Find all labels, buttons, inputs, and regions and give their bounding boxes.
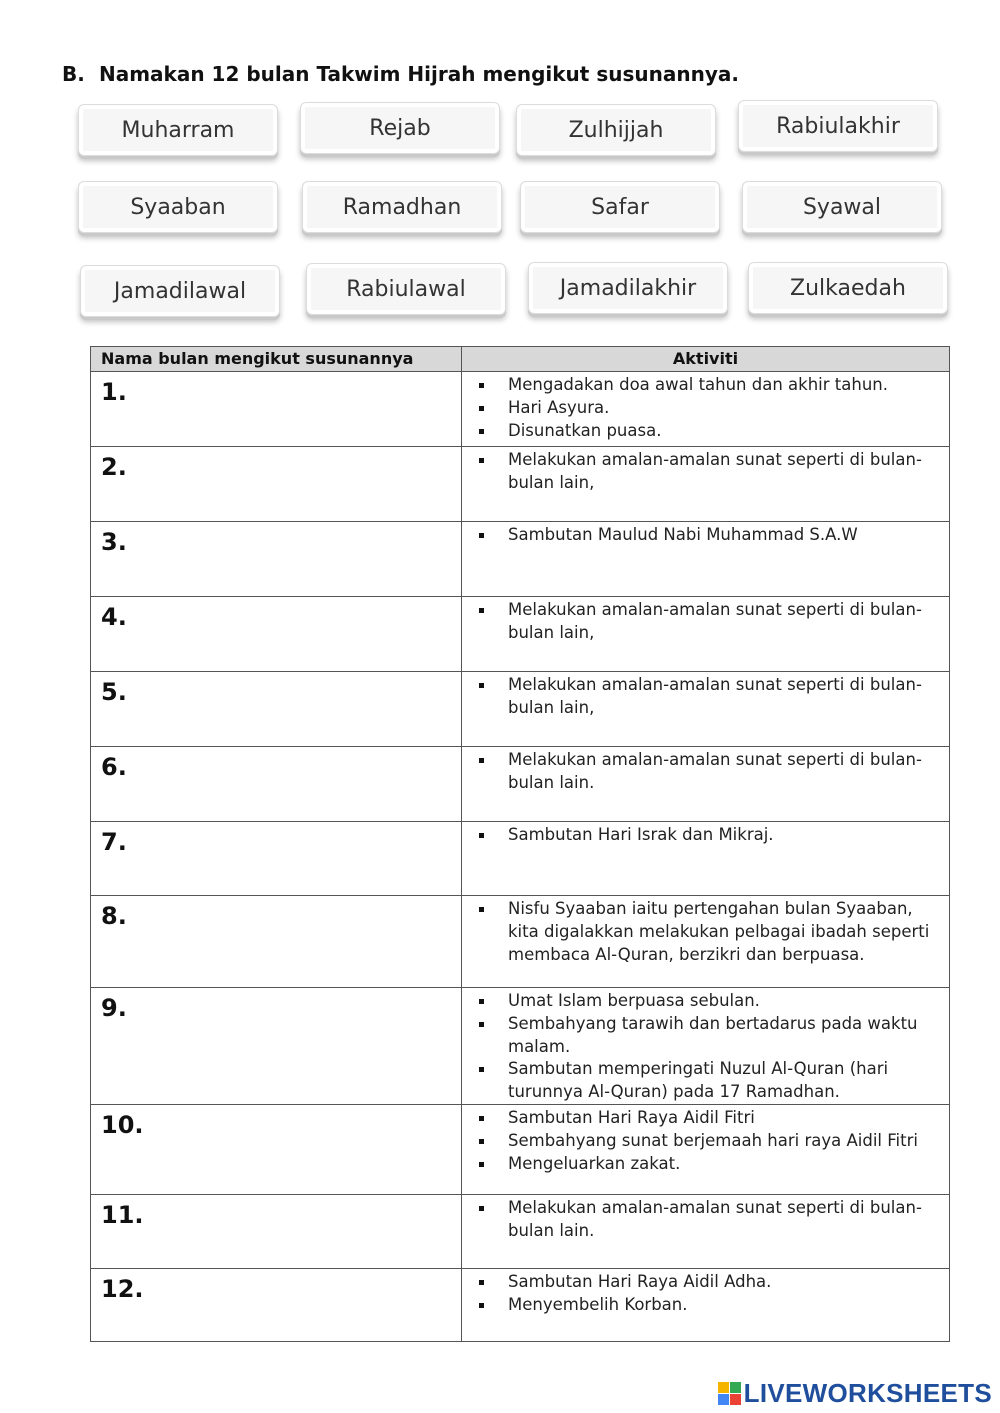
word-chip[interactable]: Rejab <box>300 102 500 154</box>
question-label: B. <box>62 62 85 86</box>
liveworksheets-logo-icon <box>718 1382 741 1405</box>
logo-square <box>730 1382 741 1393</box>
activity-cell <box>462 1104 950 1194</box>
month-answer-cell[interactable] <box>91 672 462 747</box>
word-chip[interactable]: Jamadilakhir <box>528 262 728 314</box>
activity-item: Melakukan amalan-amalan sunat seperti di bulan-bulan lain, <box>508 674 941 720</box>
activity-item: Mengadakan doa awal tahun dan akhir tahun. <box>508 374 941 397</box>
activity-cell <box>462 672 950 747</box>
question-heading <box>62 62 739 86</box>
table-row <box>91 896 950 988</box>
activity-list <box>462 447 949 495</box>
logo-square <box>718 1382 729 1393</box>
row-number: 6. <box>101 753 127 781</box>
question-text: Namakan 12 bulan Takwim Hijrah mengikut susunannya. <box>98 62 739 86</box>
month-answer-cell[interactable] <box>91 988 462 1105</box>
activity-item: Sambutan Hari Raya Aidil Fitri <box>508 1107 941 1130</box>
activity-cell <box>462 522 950 597</box>
activity-item: Disunatkan puasa. <box>508 420 941 443</box>
activity-list <box>462 522 949 547</box>
word-chip[interactable]: Muharram <box>78 104 278 156</box>
activity-item: Hari Asyura. <box>508 397 941 420</box>
month-answer-cell[interactable] <box>91 597 462 672</box>
activity-cell <box>462 372 950 447</box>
month-answer-cell[interactable] <box>91 1194 462 1268</box>
logo-square <box>730 1394 741 1405</box>
activity-item: Menyembelih Korban. <box>508 1294 941 1317</box>
activity-item: Sambutan Hari Raya Aidil Adha. <box>508 1271 941 1294</box>
month-answer-cell[interactable] <box>91 372 462 447</box>
activity-list <box>462 1105 949 1175</box>
row-number: 3. <box>101 528 127 556</box>
month-answer-cell[interactable] <box>91 822 462 896</box>
table-row <box>91 372 950 447</box>
row-number: 4. <box>101 603 127 631</box>
table-row <box>91 597 950 672</box>
table-row <box>91 747 950 822</box>
month-answer-cell[interactable] <box>91 896 462 988</box>
table-row <box>91 447 950 522</box>
word-chip[interactable]: Ramadhan <box>302 181 502 233</box>
activity-item: Melakukan amalan-amalan sunat seperti di bulan-bulan lain, <box>508 599 941 645</box>
activity-list <box>462 672 949 720</box>
word-chip[interactable]: Zulkaedah <box>748 262 948 314</box>
activity-list <box>462 988 949 1104</box>
activity-item: Sambutan memperingati Nuzul Al-Quran (hari turunnya Al-Quran) pada 17 Ramadhan. <box>508 1058 941 1104</box>
header-month-name: Nama bulan mengikut susunannya <box>91 347 462 372</box>
activity-item: Melakukan amalan-amalan sunat seperti di bulan-bulan lain, <box>508 449 941 495</box>
activity-list <box>462 1195 949 1243</box>
activity-item: Sembahyang tarawih dan bertadarus pada waktu malam. <box>508 1013 941 1059</box>
row-number: 5. <box>101 678 127 706</box>
activity-cell <box>462 447 950 522</box>
activity-cell <box>462 747 950 822</box>
table-header-row <box>91 347 950 372</box>
word-chip[interactable]: Syawal <box>742 181 942 233</box>
activity-item: Umat Islam berpuasa sebulan. <box>508 990 941 1013</box>
row-number: 2. <box>101 453 127 481</box>
activity-cell <box>462 896 950 988</box>
table-row <box>91 522 950 597</box>
month-answer-cell[interactable] <box>91 747 462 822</box>
activity-list <box>462 597 949 645</box>
row-number: 7. <box>101 828 127 856</box>
brand-text: LIVEWORKSHEETS <box>743 1377 992 1408</box>
activity-cell <box>462 822 950 896</box>
row-number: 1. <box>101 378 127 406</box>
logo-square <box>718 1394 729 1405</box>
row-number: 9. <box>101 994 127 1022</box>
month-answer-cell[interactable] <box>91 522 462 597</box>
activity-list <box>462 896 949 966</box>
activity-cell <box>462 988 950 1105</box>
table-row <box>91 1268 950 1341</box>
table-row <box>91 672 950 747</box>
table-row <box>91 1194 950 1268</box>
activity-cell <box>462 1194 950 1268</box>
month-answer-cell[interactable] <box>91 1104 462 1194</box>
table-row <box>91 822 950 896</box>
activity-list <box>462 747 949 795</box>
table-row <box>91 1104 950 1194</box>
activity-item: Sembahyang sunat berjemaah hari raya Aidil Fitri <box>508 1130 941 1153</box>
activity-item: Nisfu Syaaban iaitu pertengahan bulan Syaaban, kita digalakkan melakukan pelbagai ibadah seperti membaca Al-Quran, berzikri dan berpuasa. <box>508 898 941 966</box>
liveworksheets-brand <box>718 1378 992 1408</box>
month-answer-cell[interactable] <box>91 1268 462 1341</box>
table-row <box>91 988 950 1105</box>
word-chip[interactable]: Rabiulakhir <box>738 100 938 152</box>
header-activity: Aktiviti <box>462 347 950 372</box>
word-chip[interactable]: Zulhijjah <box>516 104 716 156</box>
activity-item: Sambutan Hari Israk dan Mikraj. <box>508 824 941 847</box>
activity-item: Mengeluarkan zakat. <box>508 1153 941 1176</box>
activity-list <box>462 372 949 442</box>
word-chip[interactable]: Rabiulawal <box>306 263 506 315</box>
word-chip[interactable]: Jamadilawal <box>80 265 280 317</box>
activity-cell <box>462 597 950 672</box>
word-chip[interactable]: Safar <box>520 181 720 233</box>
activity-item: Melakukan amalan-amalan sunat seperti di bulan-bulan lain. <box>508 1197 941 1243</box>
row-number: 11. <box>101 1200 144 1229</box>
month-answer-cell[interactable] <box>91 447 462 522</box>
row-number: 8. <box>101 902 127 930</box>
activity-list <box>462 1269 949 1317</box>
row-number: 10. <box>101 1110 144 1139</box>
activity-item: Melakukan amalan-amalan sunat seperti di bulan-bulan lain. <box>508 749 941 795</box>
word-chip[interactable]: Syaaban <box>78 181 278 233</box>
row-number: 12. <box>101 1274 144 1303</box>
activity-item: Sambutan Maulud Nabi Muhammad S.A.W <box>508 524 941 547</box>
activity-cell <box>462 1268 950 1341</box>
months-table <box>90 346 950 1342</box>
activity-list <box>462 822 949 847</box>
